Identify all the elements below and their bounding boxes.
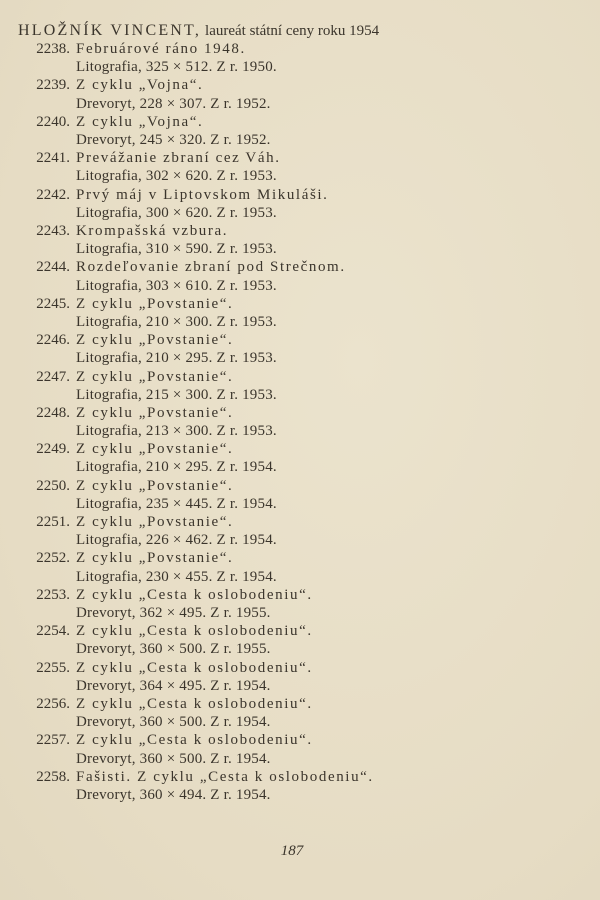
entry-title: Rozdeľovanie zbraní pod Strečnom. (76, 259, 346, 276)
entry-number: 2251. (36, 514, 70, 531)
entry-detail: Drevoryt, 245 × 320. Z r. 1952. (76, 131, 271, 148)
catalog-entry (0, 368, 600, 404)
entry-detail: Drevoryt, 360 × 494. Z r. 1954. (76, 787, 271, 803)
entry-title: Prevážanie zbraní cez Váh. (76, 150, 281, 167)
entry-detail: Litografia, 310 × 590. Z r. 1953. (76, 241, 277, 258)
catalog-entry (0, 549, 600, 585)
entry-number: 2243. (36, 222, 70, 239)
entry-title: Prvý máj v Liptovskom Mikuláši. (76, 186, 329, 203)
entry-title: Februárové ráno 1948. (76, 41, 246, 57)
entry-title: Z cyklu „Povstanie“. (76, 477, 234, 494)
entry-title: Z cyklu „Povstanie“. (76, 441, 234, 458)
entry-title: Z cyklu „Povstanie“. (76, 295, 234, 312)
entry-title: Z cyklu „Cesta k oslobodeniu“. (76, 696, 313, 713)
entry-number: 2256. (36, 696, 70, 713)
entry-title: Z cyklu „Cesta k oslobodeniu“. (76, 659, 313, 676)
entry-detail: Drevoryt, 362 × 495. Z r. 1955. (76, 605, 271, 622)
catalog-entry (0, 222, 600, 258)
entry-title: Z cyklu „Cesta k oslobodeniu“. (76, 623, 313, 640)
entry-number: 2246. (36, 332, 70, 349)
entry-number: 2247. (36, 368, 70, 385)
entry-detail: Litografia, 230 × 455. Z r. 1954. (76, 568, 277, 585)
entry-title: Z cyklu „Povstanie“. (76, 332, 234, 349)
entry-number: 2244. (36, 259, 70, 276)
catalog-entry (0, 258, 600, 294)
entry-number: 2258. (36, 768, 70, 785)
entry-detail: Litografia, 300 × 620. Z r. 1953. (76, 204, 277, 221)
catalog-entry (0, 331, 600, 367)
entry-detail: Litografia, 302 × 620. Z r. 1953. (76, 168, 277, 185)
catalog-entry (0, 149, 600, 185)
entry-number: 2253. (36, 586, 70, 603)
catalog-entry (0, 404, 600, 440)
entry-detail: Litografia, 210 × 295. Z r. 1953. (76, 350, 277, 367)
entry-detail: Drevoryt, 360 × 500. Z r. 1954. (76, 750, 271, 767)
entry-number: 2238. (36, 41, 70, 57)
artist-heading (18, 22, 379, 40)
entry-detail: Litografia, 303 × 610. Z r. 1953. (76, 277, 277, 294)
page-number: 187 (280, 843, 304, 859)
entry-detail: Litografia, 215 × 300. Z r. 1953. (76, 386, 277, 403)
catalog-entry (0, 40, 600, 76)
catalog-entry (0, 731, 600, 767)
catalog-entry (0, 76, 600, 112)
entry-detail: Litografia, 210 × 295. Z r. 1954. (76, 459, 277, 476)
catalog-entry (0, 186, 600, 222)
entry-detail: Drevoryt, 360 × 500. Z r. 1955. (76, 641, 271, 658)
entry-number: 2250. (36, 477, 70, 494)
entry-number: 2242. (36, 186, 70, 203)
catalog-entry (0, 440, 600, 476)
entry-title: Z cyklu „Povstanie“. (76, 550, 234, 567)
catalog-entry (0, 695, 600, 731)
entry-detail: Litografia, 213 × 300. Z r. 1953. (76, 423, 277, 440)
entry-list (0, 40, 600, 804)
entry-detail: Drevoryt, 360 × 500. Z r. 1954. (76, 714, 271, 731)
artist-name: HLOŽNÍK VINCENT, (18, 22, 202, 39)
entry-title: Z cyklu „Cesta k oslobodeniu“. (76, 732, 313, 749)
entry-title: Z cyklu „Vojna“. (76, 113, 204, 130)
entry-detail: Drevoryt, 228 × 307. Z r. 1952. (76, 95, 271, 112)
entry-number: 2257. (36, 732, 70, 749)
artist-note: laureát státní ceny roku 1954 (205, 23, 380, 39)
catalog-entry (0, 113, 600, 149)
entry-detail: Litografia, 235 × 445. Z r. 1954. (76, 495, 277, 512)
entry-title: Krompašská vzbura. (76, 222, 229, 239)
entry-title: Z cyklu „Povstanie“. (76, 368, 234, 385)
catalog-entry (0, 768, 600, 804)
catalog-entry (0, 295, 600, 331)
entry-title: Z cyklu „Cesta k oslobodeniu“. (76, 586, 313, 603)
entry-detail: Litografia, 325 × 512. Z r. 1950. (76, 59, 277, 76)
catalog-entry (0, 477, 600, 513)
entry-number: 2254. (36, 623, 70, 640)
entry-number: 2245. (36, 295, 70, 312)
entry-title: Z cyklu „Povstanie“. (76, 514, 234, 531)
catalog-entry (0, 513, 600, 549)
entry-title: Z cyklu „Povstanie“. (76, 404, 234, 421)
entry-detail: Litografia, 210 × 300. Z r. 1953. (76, 313, 277, 330)
entry-number: 2248. (36, 404, 70, 421)
entry-detail: Drevoryt, 364 × 495. Z r. 1954. (76, 677, 271, 694)
entry-number: 2241. (36, 150, 70, 167)
catalog-entry (0, 622, 600, 658)
entry-number: 2255. (36, 659, 70, 676)
entry-number: 2249. (36, 441, 70, 458)
catalog-entry (0, 586, 600, 622)
entry-number: 2252. (36, 550, 70, 567)
entry-title: Z cyklu „Vojna“. (76, 77, 204, 94)
entry-number: 2239. (36, 77, 70, 94)
entry-detail: Litografia, 226 × 462. Z r. 1954. (76, 532, 277, 549)
entry-number: 2240. (36, 113, 70, 130)
catalog-entry (0, 659, 600, 695)
entry-title: Fašisti. Z cyklu „Cesta k oslobodeniu“. (76, 768, 374, 785)
